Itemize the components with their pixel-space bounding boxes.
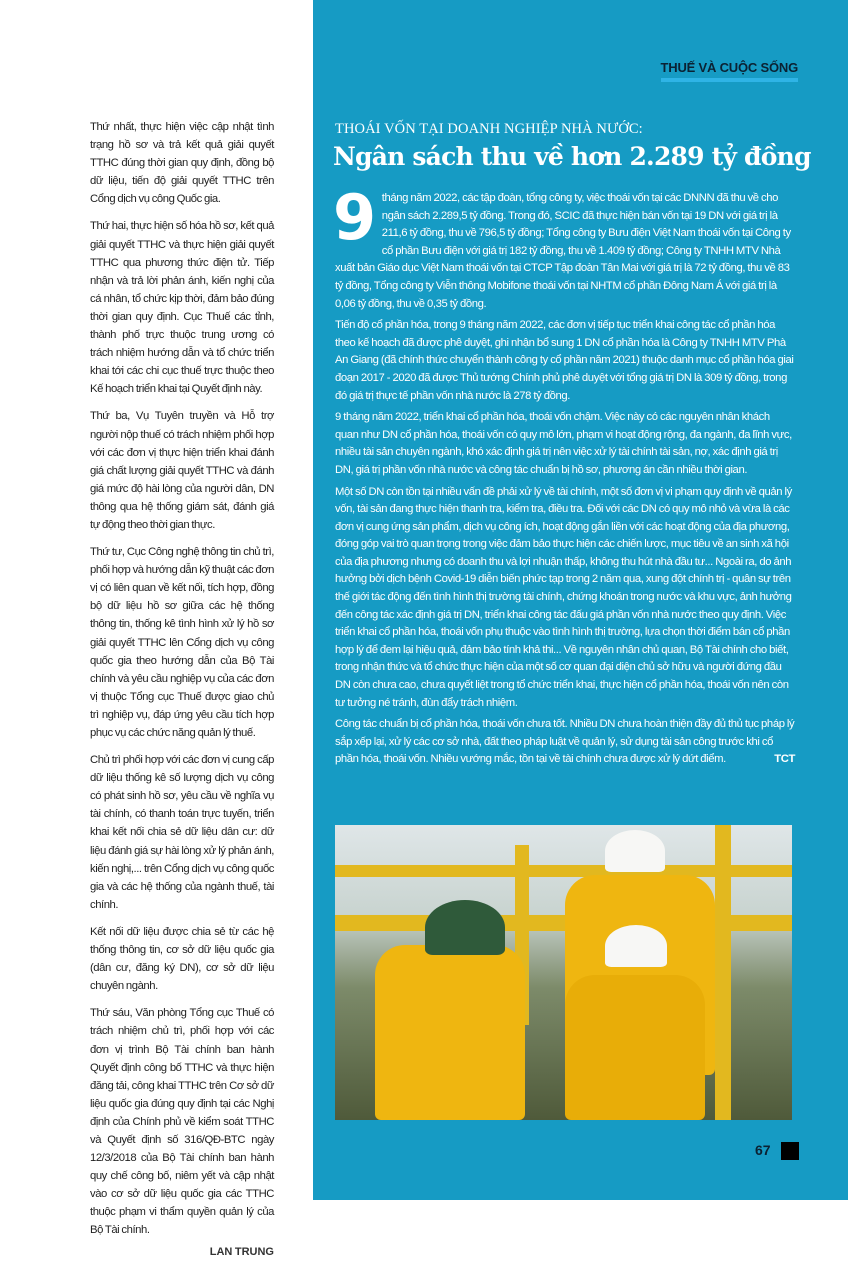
article-photo-workers <box>335 825 792 1120</box>
worker-cap <box>425 900 505 955</box>
paragraph: 9 tháng năm 2022, triển khai cổ phần hóa, thoái vốn chậm. Việc này có các nguyên nhân khách quan như DN cổ phần hóa, thoái vốn có quy mô lớn, phạm vi hoạt động rộng, đa ngành, đa lĩnh vực, nhiều tài sản chuyên ngành, khó xác định giá trị nên việc xử lý tài chính tài sản, nợ, xác định giá trị DN, giá trị phần vốn nhà nước và công tác chuẩn bị hồ sơ, phương án cần nhiều thời gian. <box>335 411 792 476</box>
author-byline: LAN TRUNG <box>209 1245 274 1258</box>
lead-text: tháng năm 2022, các tập đoàn, tổng công ty, việc thoái vốn tại các DNNN đã thu về cho ngân sách 2.289,5 tỷ đồng. Trong đó, SCIC đã thực hiện bán vốn tại 19 DN với giá trị là 211,6 tỷ đồng, thu về 796,5 tỷ đồng; Tổng công ty Bưu điện Việt Nam thoái vốn tại Công ty cổ phần Bưu điện với giá trị 182 tỷ đồng, thu về 1.409 tỷ đồng; Công ty TNHH MTV Nhà xuất bản Giáo dục Việt Nam thoái vốn tại CTCP Tập đoàn Tân Mai với giá trị là 72 tỷ đồng, thu về 83 tỷ đồng, Tổng công ty Viễn thông Mobifone thoái vốn tại NHTM cổ phần Đông Nam Á với giá trị là 0,06 tỷ đồng, thu về 0,35 tỷ đồng. <box>335 192 791 310</box>
worker-figure <box>565 975 705 1120</box>
article-kicker: THOÁI VỐN TẠI DOANH NGHIỆP NHÀ NƯỚC: <box>335 121 643 137</box>
paragraph-text: Công tác chuẩn bị cổ phần hóa, thoái vốn chưa tốt. Nhiều DN chưa hoàn thiện đầy đủ thủ tục pháp lý sắp xếp lại, xử lý các cơ sở nhà, đất theo pháp luật về quản lý, sử dụng tài sản công trước khi cổ phần hóa, thoái vốn. Nhiều vướng mắc, tồn tại về tài chính chưa được xử lý dứt điểm. <box>335 718 795 766</box>
page-marker <box>781 1142 799 1160</box>
paragraph <box>335 716 795 769</box>
paragraph: Thứ tư, Cục Công nghệ thông tin chủ trì, phối hợp và hướng dẫn kỹ thuật các đơn vị có liên quan về kết nối, tích hợp, đồng bộ dữ liệu hồ sơ giữa các hệ thống thông tin, thống kê tình hình xử lý hồ sơ giải quyết TTHC lên Cổng dịch vụ công quốc gia theo hướng dẫn của Bộ Tài chính và yêu cầu nghiệp vụ của các đơn vị thuộc Tổng cục Thuế được giao chủ trì nghiệp vụ, đáp ứng yêu cầu tích hợp phục vụ các chức năng quản lý thuế. <box>90 546 274 739</box>
helmet <box>605 830 665 872</box>
paragraph: Chủ trì phối hợp với các đơn vị cung cấp dữ liệu thống kê số lượng dịch vụ công có phát sinh hồ sơ, yêu cầu về nghĩa vụ tài chính, có thanh toán trực tuyến, triển khai kết nối chia sẻ dữ liệu dân cư: dữ liệu đánh giá sự hài lòng xử lý phản ánh, kiến nghị,... trên Cổng dịch vụ công quốc gia và các hệ thống của ngành thuế, tài chính. <box>90 754 274 911</box>
paragraph: Thứ sáu, Văn phòng Tổng cục Thuế có trách nhiệm chủ trì, phối hợp với các đơn vị trình Bộ Tài chính ban hành Quyết định công bố TTHC và thực hiện đăng tải, công khai TTHC trên Cơ sở dữ liệu quốc gia đúng quy định tại các Nghị định của Chính phủ về kiểm soát TTHC và Quyết định số 316/QĐ-BTC ngày 12/3/2018 của Bộ Tài chính ban hành quy chế công bố, niêm yết và cập nhật vào cơ sở dữ liệu quốc gia các TTHC thuộc phạm vi thẩm quyền quản lý của Bộ Tài chính. <box>90 1007 274 1237</box>
worker-figure <box>375 945 525 1120</box>
left-column-text <box>90 118 274 1261</box>
article-body <box>333 181 795 773</box>
lead-paragraph <box>333 181 795 313</box>
page-number: 67 <box>755 1142 771 1158</box>
article-panel <box>313 0 848 1200</box>
section-label: THUẾ VÀ CUỘC SỐNG <box>661 60 798 82</box>
paragraph: Thứ ba, Vụ Tuyên truyền và Hỗ trợ người nộp thuế có trách nhiệm phối hợp với các đơn vị thực hiện triển khai đánh giá chất lượng giải quyết TTHC và đánh giá mức độ hài lòng của người dân, DN thông qua hệ thống giám sát, đánh giá tự động theo thời gian thực. <box>90 410 274 531</box>
helmet <box>605 925 667 967</box>
article-headline: Ngân sách thu về hơn 2.289 tỷ đồng <box>333 142 811 171</box>
article-signature: TCT <box>774 753 795 766</box>
paragraph: Tiến độ cổ phần hóa, trong 9 tháng năm 2022, các đơn vị tiếp tục triển khai công tác cổ phần hóa theo kế hoạch đã được phê duyệt, ghi nhận bổ sung 1 DN cổ phần hóa là Công ty TNHH MTV Phà An Giang (đã chính thức chuyển thành công ty cổ phần năm 2021) thuộc danh mục cổ phần hóa giai đoạn 2017 - 2020 đã được Thủ tướng Chính phủ phê duyệt với tổng giá trị DN là 309 tỷ đồng, trong đó giá trị thực tế phần vốn nhà nước là 278 tỷ đồng. <box>335 319 794 402</box>
drop-cap: 9 <box>333 181 376 254</box>
paragraph: Thứ nhất, thực hiện việc cập nhật tình trạng hồ sơ và trả kết quả giải quyết TTHC đúng thời gian quy định, đồng bộ dữ liệu, tiến độ giải quyết TTHC trên Cổng dịch vụ công Quốc gia. <box>90 121 274 206</box>
left-page-area <box>0 0 313 1258</box>
paragraph: Một số DN còn tồn tại nhiều vấn đề phải xử lý về tài chính, một số đơn vị vi phạm quy định về quản lý vốn, tài sản đang thực hiện thanh tra, kiểm tra, điều tra. Đối với các DN có quy mô nhỏ và vừa là các đơn vị cung ứng sản phẩm, dịch vụ công ích, hoạt động gắn liền với các hoạt động của địa phương, đóng góp vai trò quan trọng trong việc đảm bảo thực hiện các chiến lược, mục tiêu về an sinh xã hội của địa phương nhưng có doanh thu và lợi nhuận thấp, không thu hút nhà đầu tư... Ngoài ra, do ảnh hưởng bởi dịch bệnh Covid-19 diễn biến phức tạp trong 2 năm qua, xung đột chính trị - quân sự trên thế giới tác động đến tình hình thị trường tài chính, chứng khoán trong nước và khu vực, ảnh hưởng đến công tác xác định giá trị DN, triển khai công tác đấu giá phần vốn nhà nước theo quy định. Việc triển khai cổ phần hóa, thoái vốn phụ thuộc vào tình hình thị trường, lựa chọn thời điểm bán cổ phần hợp lý để đem lại hiệu quả, đảm bảo tính khả thi... Về nguyên nhân chủ quan, Bộ Tài chính cho biết, trong nhận thức và tổ chức thực hiện của một số cơ quan đại diện chủ sở hữu và người đứng đầu DN còn chưa cao, chưa quyết liệt trong tổ chức triển khai, thực hiện cổ phần hóa, thoái vốn nên còn tư tưởng né tránh, đùn đẩy trách nhiệm. <box>335 485 792 709</box>
paragraph: Kết nối dữ liệu được chia sẻ từ các hệ thống thông tin, cơ sở dữ liệu quốc gia (dân cư, đăng ký DN), cơ sở dữ liệu chuyên ngành. <box>90 925 274 993</box>
paragraph: Thứ hai, thực hiện số hóa hồ sơ, kết quả giải quyết TTHC và thực hiện giải quyết TTHC qua phương thức điện tử. Tiếp nhận và trả lời phản ánh, kiến nghị của cá nhân, tổ chức kịp thời, đảm bảo đúng thời gian quy định. Cục Thuế các tỉnh, thành phố trực thuộc trung ương có trách nhiệm hướng dẫn và tổ chức triển khai tới các chi cục thuế trực thuộc theo Kế hoạch triển khai tại Quyết định này. <box>90 220 274 396</box>
pipe-shape <box>715 825 731 1120</box>
